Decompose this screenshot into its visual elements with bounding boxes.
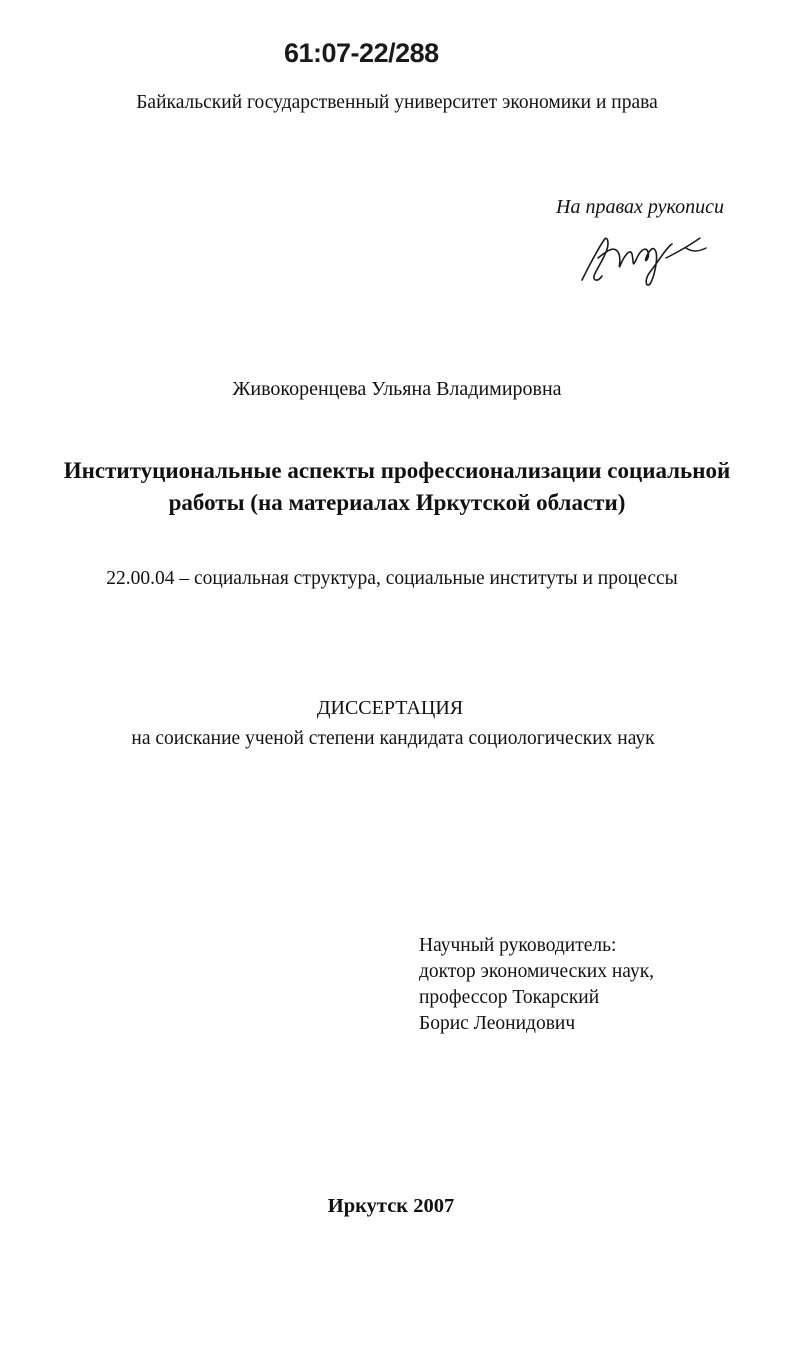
supervisor-name: Борис Леонидович xyxy=(419,1013,576,1034)
specialty-code: 22.00.04 – социальная структура, социальные институты и процессы xyxy=(106,568,678,589)
handwritten-signature xyxy=(574,218,714,288)
supervisor-title: профессор Токарский xyxy=(419,987,600,1008)
supervisor-degree: доктор экономических наук, xyxy=(419,961,655,982)
document-type: ДИССЕРТАЦИЯ xyxy=(316,697,464,719)
manuscript-note: На правах рукописи xyxy=(556,196,724,218)
catalog-number: 61:07-22/288 xyxy=(284,38,439,68)
degree-line: на соискание ученой степени кандидата социологических наук xyxy=(131,728,655,749)
dissertation-title: Институциональные аспекты профессионализации социальной работы (на материалах Иркутской области) xyxy=(63,458,731,515)
author-name: Живокоренцева Ульяна Владимировна xyxy=(232,378,562,400)
supervisor-label: Научный руководитель: xyxy=(419,935,617,956)
city-year: Иркутск 2007 xyxy=(327,1195,455,1217)
supervisor-block xyxy=(419,933,654,1037)
university-name: Байкальский государственный университет экономики и права xyxy=(136,92,658,113)
